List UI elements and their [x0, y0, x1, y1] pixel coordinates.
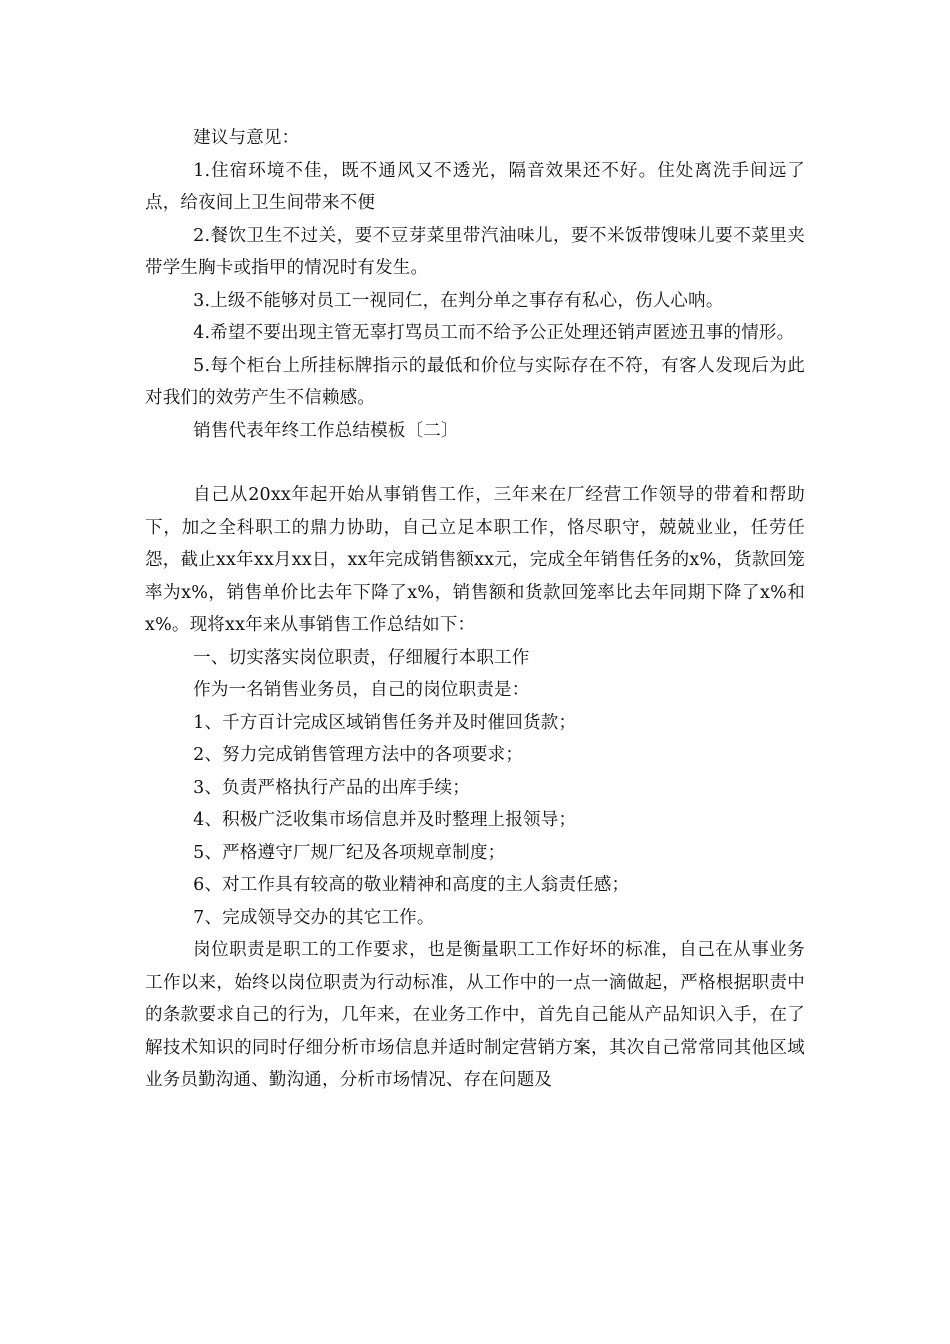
duty-item: 6、对工作具有较高的敬业精神和高度的主人翁责任感； [193, 875, 630, 895]
duties-intro: 作为一名销售业务员，自己的岗位职责是： [193, 680, 530, 700]
intro-paragraph: 自己从20xx年起开始从事销售工作，三年来在厂经营工作领导的带着和帮助下，加之全科职工的鼎力协助，自己立足本职工作，恪尽职守，兢兢业业，任劳任怨，截止xx年xx月xx日，xx年完成销售额xx元，完成全年销售任务的x%，货款回笼率为x%，销售单价比去年下降了x%，销售额和货款回笼率比去年同期下降了x%和x%。现将xx年来从事销售工作总结如下： [145, 485, 805, 635]
duty-item: 1、千方百计完成区域销售任务并及时催回货款； [193, 712, 577, 733]
suggestion-item: 2.餐饮卫生不过关，要不豆芽菜里带汽油味儿，要不米饭带馊味儿要不菜里夹带学生胸卡或指甲的情况时有发生。 [145, 225, 805, 278]
blank-line [145, 447, 805, 479]
duty-item: 3、负责严格执行产品的出库手续； [193, 777, 470, 798]
suggestion-item: 5.每个柜台上所挂标牌指示的最低和价位与实际存在不符，有客人发现后为此对我们的效劳产生不信赖感。 [145, 355, 805, 408]
suggestions-heading: 建议与意见： [193, 128, 300, 148]
duty-item: 5、严格遵守厂规厂纪及各项规章制度； [193, 842, 506, 863]
suggestion-item: 1.住宿环境不佳，既不通风又不透光，隔音效果还不好。住处离洗手间远了点，给夜间上卫生间带来不便 [145, 160, 805, 213]
section-title: 销售代表年终工作总结模板〔二〕 [193, 420, 459, 441]
suggestion-item: 3.上级不能够对员工一视同仁，在判分单之事存有私心，伤人心呐。 [193, 290, 724, 311]
suggestion-item: 4.希望不要出现主管无辜打骂员工而不给予公正处理还销声匿迹丑事的情形。 [193, 323, 795, 343]
subheading: 一、切实落实岗位职责，仔细履行本职工作 [193, 647, 530, 668]
duty-item: 7、完成领导交办的其它工作。 [193, 907, 435, 928]
document-body [145, 122, 805, 1097]
closing-paragraph: 岗位职责是职工的工作要求，也是衡量职工工作好坏的标准，自己在从事业务工作以来，始终以岗位职责为行动标准，从工作中的一点一滴做起，严格根据职责中的条款要求自己的行为，几年来，在业务工作中，首先自己能从产品知识入手，在了解技术知识的同时仔细分析市场信息并适时制定营销方案，其次自己常常同其他区域业务员勤沟通、勤沟通，分析市场情况、存在问题及 [145, 940, 805, 1090]
duty-item: 4、积极广泛收集市场信息并及时整理上报领导； [193, 810, 577, 830]
duty-item: 2、努力完成销售管理方法中的各项要求； [193, 745, 524, 765]
